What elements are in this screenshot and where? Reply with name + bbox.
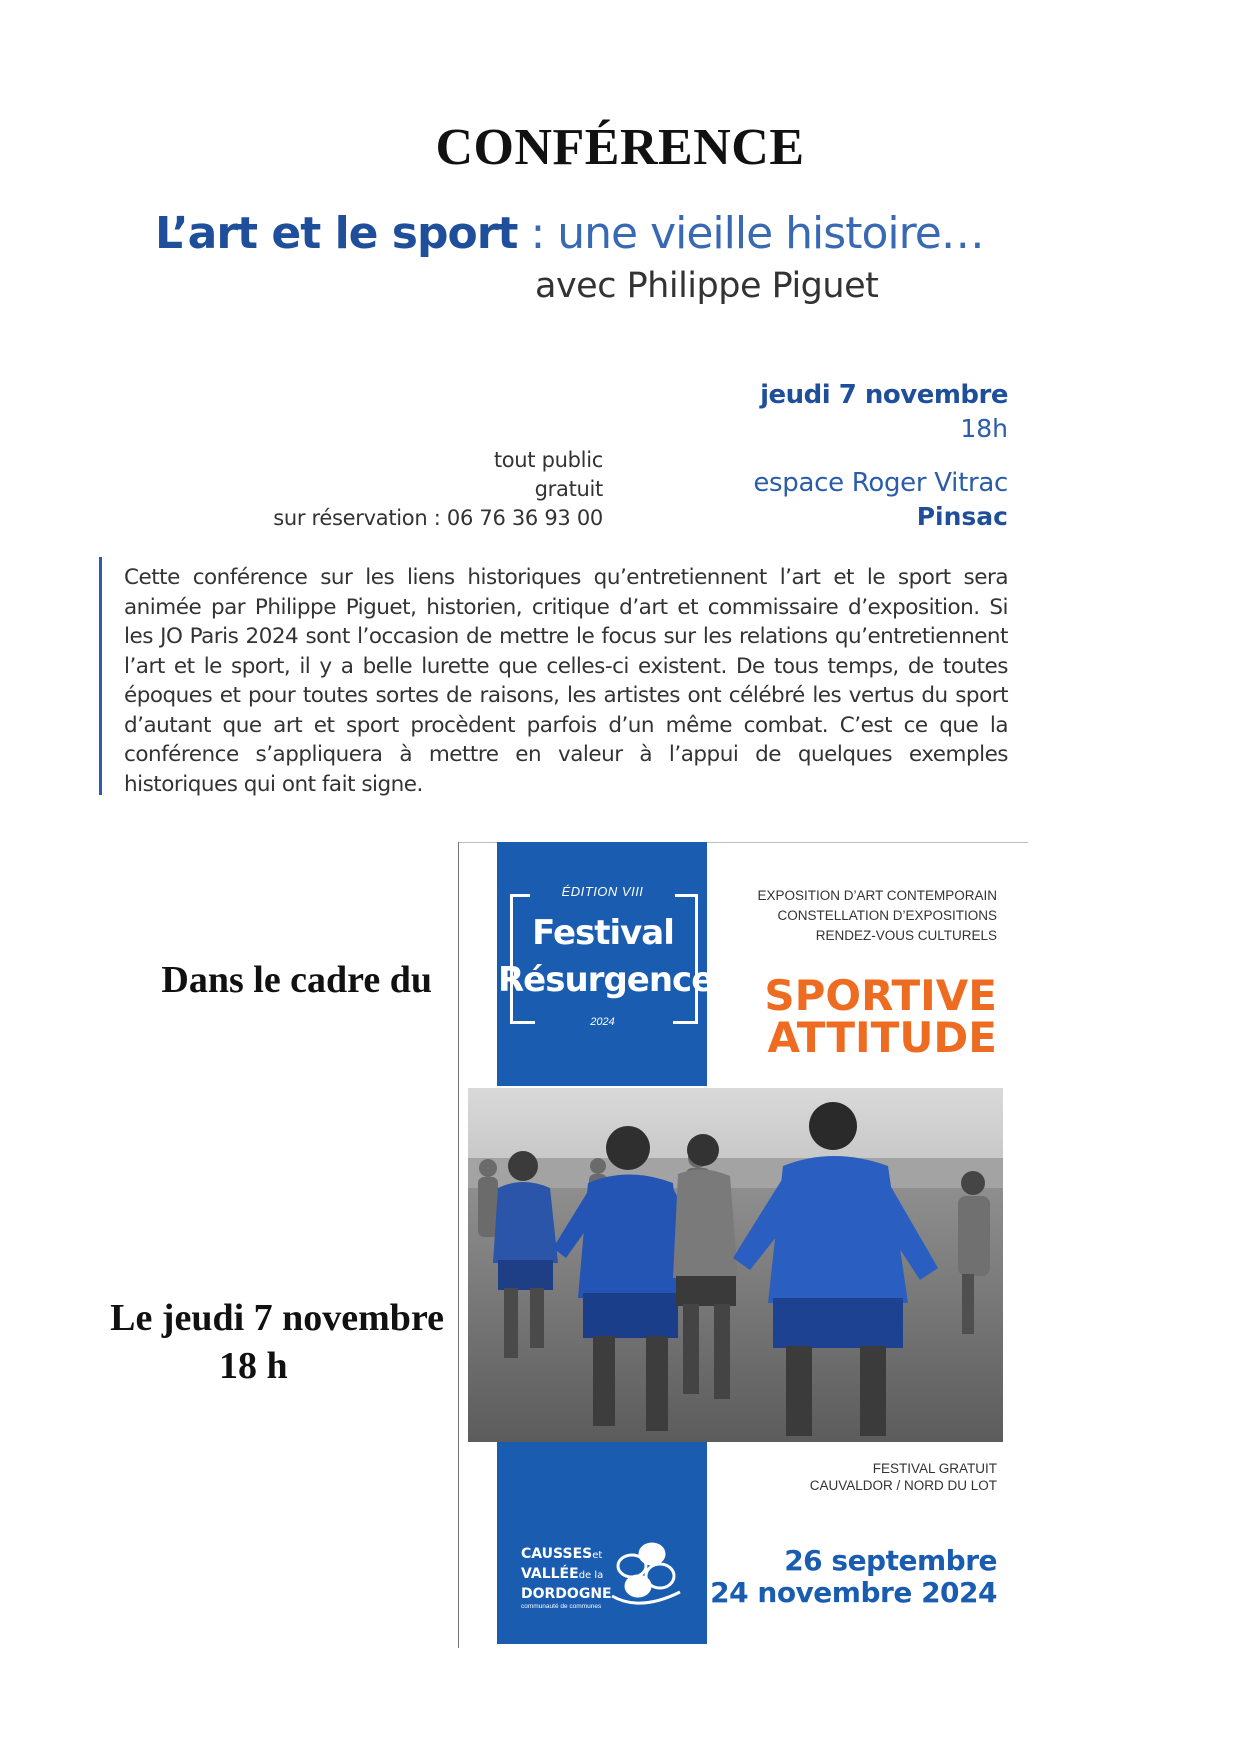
org-word-1: CAUSSES: [521, 1546, 593, 1562]
context-label: Dans le cadre du: [161, 959, 432, 1001]
event-date: jeudi 7 novembre: [760, 380, 1008, 410]
festival-edition: ÉDITION VIII: [530, 884, 675, 899]
festival-word: Festival: [532, 913, 674, 953]
event-info: [588, 378, 1008, 534]
expo-line-3: RENDEZ-VOUS CULTURELS: [815, 928, 997, 943]
org-small-1: et: [592, 1550, 603, 1561]
festival-date-end: 24 novembre 2024: [710, 1576, 997, 1609]
festival-title: Résurgence: [498, 960, 714, 1000]
title-strong: L’art et le sport: [155, 208, 518, 259]
booking: sur réservation : 06 76 36 93 00: [273, 506, 603, 530]
theme-line-2: ATTITUDE: [767, 1013, 997, 1062]
audience: tout public: [493, 448, 603, 472]
price: gratuit: [534, 477, 603, 501]
event-time: 18h: [960, 414, 1008, 443]
speaker-line: avec Philippe Piguet: [535, 266, 879, 306]
title-rest: : une vieille histoire…: [517, 208, 984, 259]
free-line-1: FESTIVAL GRATUIT: [872, 1461, 997, 1476]
side-date: Le jeudi 7 novembre: [110, 1297, 444, 1339]
poster-frame-left: [458, 842, 459, 1648]
expo-line-1: EXPOSITION D’ART CONTEMPORAIN: [757, 888, 997, 903]
side-time: 18 h: [219, 1345, 288, 1387]
org-word-2: VALLÉE: [521, 1566, 579, 1582]
festival-year: 2024: [570, 1016, 635, 1028]
event-town: Pinsac: [916, 502, 1008, 531]
theme-line-1: SPORTIVE: [764, 971, 997, 1020]
theme-title: [677, 971, 997, 1062]
access-info: [183, 446, 603, 533]
conference-title: [155, 208, 984, 259]
expo-lines: [677, 886, 997, 946]
description-accent-bar: [99, 557, 102, 795]
rugby-photo: [468, 1088, 1003, 1442]
expo-line-2: CONSTELLATION D’EXPOSITIONS: [777, 908, 997, 923]
free-line-2: CAUVALDOR / NORD DU LOT: [809, 1478, 997, 1493]
festival-free-info: [677, 1460, 997, 1494]
event-place: espace Roger Vitrac: [753, 468, 1008, 498]
description: Cette conférence sur les liens historiques qu’entretiennent l’art et le sport sera animée par Philippe Piguet, historien, critique d’art et commissaire d’exposition. Si les JO Paris 2024 sont l’occasion de mettre le focus sur les relations qu’entretiennent l’art et le sport, il y a belle lurette que celles-ci existent. De tous temps, de toutes époques et pour toutes sortes de raisons, les artistes ont célébré les vertus du sport d’autant que art et sport procèdent parfois d’un même combat. C’est ce que la conférence s’appliquera à mettre en valeur à l’appui de quelques exemples historiques qui ont fait signe.: [124, 565, 1008, 797]
org-logo-text: [521, 1545, 612, 1604]
org-subtitle: communauté de communes: [521, 1603, 602, 1610]
org-small-2: de la: [578, 1570, 604, 1581]
festival-date-start: 26 septembre: [784, 1544, 997, 1577]
page-heading: CONFÉRENCE: [435, 119, 805, 176]
festival-dates: [677, 1545, 997, 1609]
org-word-3: DORDOGNE: [521, 1586, 612, 1602]
rugby-photo-illustration: [468, 1088, 1003, 1442]
